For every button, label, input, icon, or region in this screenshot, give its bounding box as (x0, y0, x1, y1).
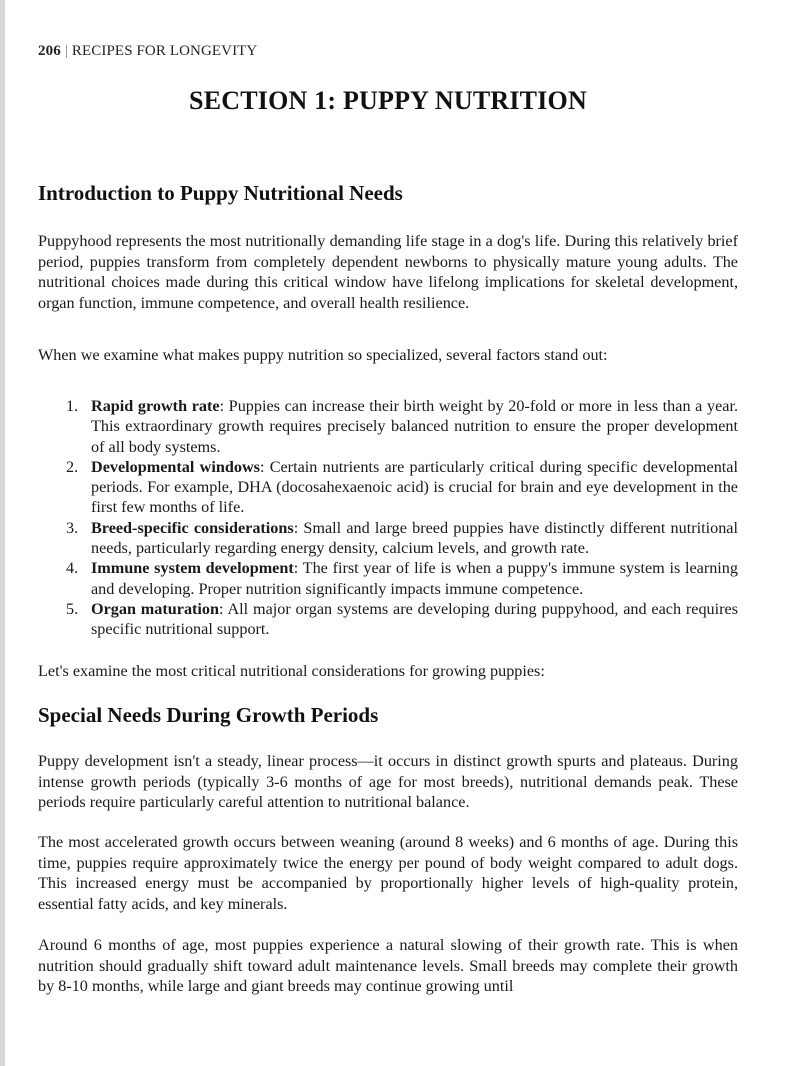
list-item: 1. Rapid growth rate: Puppies can increase their birth weight by 20-fold or more in less than a year. This extraordinary growth requires precisely balanced nutrition to ensure the proper development of all body systems. (66, 397, 738, 456)
heading-growth: Special Needs During Growth Periods (38, 703, 379, 727)
list-term: Breed-specific considerations (91, 518, 294, 537)
growth-paragraph-3: Around 6 months of age, most puppies experience a natural slowing of their growth rate. This is when nutrition should gradually shift toward adult maintenance levels. Small breeds may complete their growth by 8-10 months, while large and giant breeds may continue growing until (38, 936, 738, 996)
list-item: 3. Breed-specific considerations: Small and large breed puppies have distinctly different nutritional needs, particularly regarding energy density, calcium levels, and growth rate. (66, 518, 738, 558)
intro-paragraph-1: Puppyhood represents the most nutritionally demanding life stage in a dog's life. During this relatively brief period, puppies transform from completely dependent newborns to physically mature young adults. The nutritional choices made during this critical window have lifelong implications for skeletal development, organ function, immune competence, and overall health resilience. (38, 232, 738, 312)
section-title: SECTION 1: PUPPY NUTRITION (189, 86, 587, 115)
running-head-separator: | (64, 43, 68, 59)
list-term: Developmental windows (91, 457, 260, 476)
list-item: 2. Developmental windows: Certain nutrients are particularly critical during specific developmental periods. For example, DHA (docosahexaenoic acid) is crucial for brain and eye development in the first few months of life. (66, 457, 738, 517)
page-number: 206 (38, 43, 61, 59)
book-title: RECIPES FOR LONGEVITY (71, 43, 258, 59)
intro-paragraph-2: When we examine what makes puppy nutrition so specialized, several factors stand out: (38, 346, 608, 364)
intro-paragraph-3: Let's examine the most critical nutritional considerations for growing puppies: (38, 662, 545, 680)
factors-list (38, 396, 738, 640)
heading-intro: Introduction to Puppy Nutritional Needs (38, 181, 403, 205)
running-head (38, 43, 257, 60)
list-item: 5. Organ maturation: All major organ systems are developing during puppyhood, and each requires specific nutritional support. (66, 599, 738, 639)
page-edge-bar (0, 0, 5, 1066)
list-term: Organ maturation (91, 599, 220, 618)
list-term: Rapid growth rate (91, 397, 220, 415)
growth-paragraph-2: The most accelerated growth occurs between weaning (around 8 weeks) and 6 months of age. During this time, puppies require approximately twice the energy per pound of body weight compared to adult dogs. This increased energy must be accompanied by proportionally higher levels of high-quality protein, essential fatty acids, and key minerals. (38, 833, 738, 913)
list-item: 4. Immune system development: The first year of life is when a puppy's immune system is learning and developing. Proper nutrition significantly impacts immune competence. (66, 559, 738, 598)
growth-paragraph-1: Puppy development isn't a steady, linear process—it occurs in distinct growth spurts and plateaus. During intense growth periods (typically 3-6 months of age for most breeds), nutritional demands peak. These periods require particularly careful attention to nutritional balance. (38, 752, 738, 812)
list-term: Immune system development (91, 559, 294, 578)
